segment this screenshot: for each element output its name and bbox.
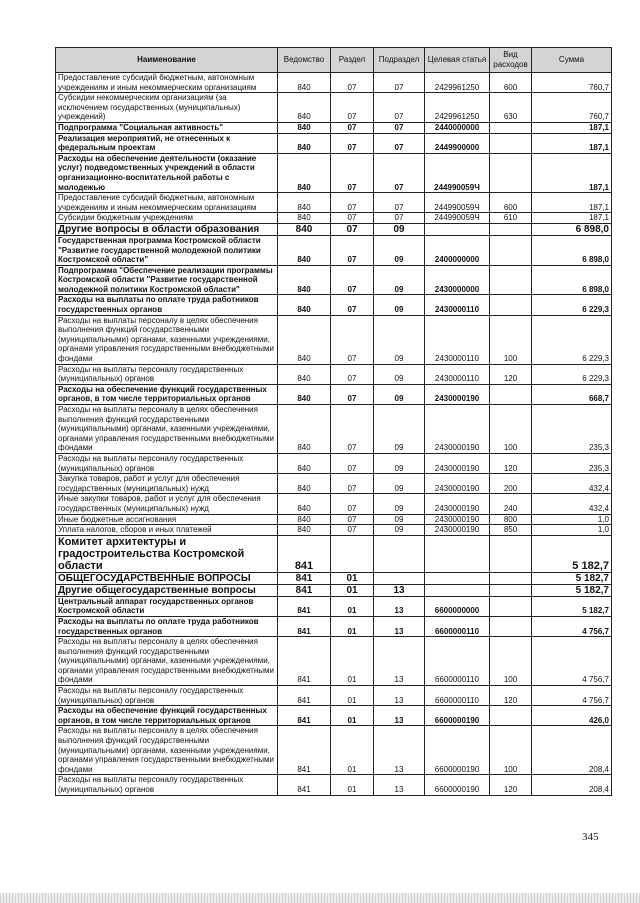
table-row [56, 637, 612, 686]
cell-name: Расходы на выплаты персоналу государственных (муниципальных) органов [56, 364, 278, 384]
cell-exptype: 120 [490, 775, 532, 795]
cell-exptype: 800 [490, 514, 532, 525]
table-row [56, 706, 612, 726]
cell-target: 2430000110 [425, 364, 490, 384]
cell-exptype [490, 223, 532, 235]
cell-name: Подпрограмма "Обеспечение реализации программы Костромской области "Развитие государственной молодежной политики Костромской области" [56, 265, 278, 295]
cell-dept: 841 [278, 775, 331, 795]
cell-name: Расходы на обеспечение деятельности (оказание услуг) подведомственных учреждений в области организационно-воспитательной работы с молодежью [56, 153, 278, 192]
cell-target: 2430000190 [425, 384, 490, 404]
cell-dept: 841 [278, 686, 331, 706]
cell-dept: 840 [278, 514, 331, 525]
cell-sum: 4 756,7 [532, 616, 612, 636]
page-number: 345 [582, 831, 599, 843]
header-subsection: Подраздел [374, 48, 425, 73]
table-row [56, 405, 612, 454]
cell-section: 07 [331, 364, 374, 384]
cell-dept: 840 [278, 193, 331, 213]
cell-exptype [490, 295, 532, 315]
cell-name: Государственная программа Костромской области "Развитие государственной молодежной политики Костромской области" [56, 235, 278, 265]
cell-subsection: 07 [374, 193, 425, 213]
cell-section: 07 [331, 193, 374, 213]
table-row [56, 122, 612, 133]
cell-section: 01 [331, 616, 374, 636]
header-section: Раздел [331, 48, 374, 73]
cell-sum: 432,4 [532, 494, 612, 514]
header-dept: Ведомство [278, 48, 331, 73]
cell-dept: 840 [278, 133, 331, 153]
cell-subsection: 07 [374, 133, 425, 153]
cell-target: 2430000190 [425, 474, 490, 494]
cell-dept: 841 [278, 706, 331, 726]
cell-exptype [490, 706, 532, 726]
cell-subsection: 13 [374, 775, 425, 795]
cell-dept: 840 [278, 213, 331, 224]
cell-name: ОБЩЕГОСУДАРСТВЕННЫЕ ВОПРОСЫ [56, 572, 278, 584]
header-sum: Сумма [532, 48, 612, 73]
cell-exptype: 600 [490, 73, 532, 93]
table-row [56, 596, 612, 616]
cell-name: Расходы на выплаты персоналу в целях обеспечения выполнения функций государственными (муниципальными) органами, казенными учреждениями, органами управления государственными внебюджетными фондами [56, 405, 278, 454]
cell-sum: 6 229,3 [532, 315, 612, 364]
cell-section: 07 [331, 213, 374, 224]
cell-sum: 235,3 [532, 453, 612, 473]
cell-section: 01 [331, 596, 374, 616]
cell-section: 07 [331, 265, 374, 295]
table-row [56, 453, 612, 473]
cell-target: 244990059Ч [425, 213, 490, 224]
cell-dept: 841 [278, 726, 331, 775]
cell-section: 07 [331, 315, 374, 364]
cell-dept: 840 [278, 384, 331, 404]
cell-dept: 840 [278, 405, 331, 454]
cell-name: Иные закупки товаров, работ и услуг для обеспечения государственных (муниципальных) нужд [56, 494, 278, 514]
cell-sum: 6 229,3 [532, 364, 612, 384]
cell-name: Расходы на обеспечение функций государственных органов, в том числе территориальных органов [56, 706, 278, 726]
cell-sum: 208,4 [532, 775, 612, 795]
cell-exptype: 850 [490, 525, 532, 536]
table-row [56, 133, 612, 153]
cell-dept: 840 [278, 525, 331, 536]
cell-name: Комитет архитектуры и градостроительства Костромской области [56, 535, 278, 572]
cell-name: Иные бюджетные ассигнования [56, 514, 278, 525]
cell-target [425, 223, 490, 235]
cell-name: Предоставление субсидий бюджетным, автономным учреждениям и иным некоммерческим организациям [56, 73, 278, 93]
cell-subsection: 09 [374, 235, 425, 265]
table-row [56, 494, 612, 514]
cell-dept: 841 [278, 616, 331, 636]
cell-name: Реализация мероприятий, не отнесенных к федеральным проектам [56, 133, 278, 153]
cell-subsection: 09 [374, 514, 425, 525]
cell-exptype: 600 [490, 193, 532, 213]
cell-section: 01 [331, 686, 374, 706]
cell-exptype: 100 [490, 315, 532, 364]
cell-sum: 4 756,7 [532, 686, 612, 706]
cell-target [425, 584, 490, 596]
cell-target: 6600000190 [425, 706, 490, 726]
cell-sum: 5 182,7 [532, 535, 612, 572]
cell-target: 2430000110 [425, 295, 490, 315]
cell-sum: 1,0 [532, 525, 612, 536]
cell-name: Расходы на выплаты персоналу в целях обеспечения выполнения функций государственными (муниципальными) органами, казенными учреждениями, органами управления государственными внебюджетными фондами [56, 637, 278, 686]
cell-subsection: 13 [374, 584, 425, 596]
cell-target: 2430000190 [425, 514, 490, 525]
cell-subsection: 09 [374, 405, 425, 454]
cell-name: Предоставление субсидий бюджетным, автономным учреждениям и иным некоммерческим организациям [56, 193, 278, 213]
cell-sum: 187,1 [532, 153, 612, 192]
cell-subsection: 09 [374, 494, 425, 514]
document-page [55, 47, 611, 796]
cell-target: 2440000000 [425, 122, 490, 133]
cell-sum: 6 898,0 [532, 223, 612, 235]
cell-exptype: 100 [490, 405, 532, 454]
cell-name: Расходы на выплаты персоналу в целях обеспечения выполнения функций государственными (муниципальными) органами, казенными учреждениями, органами управления государственными внебюджетными фондами [56, 726, 278, 775]
cell-target [425, 572, 490, 584]
cell-exptype [490, 584, 532, 596]
cell-exptype [490, 153, 532, 192]
cell-section: 07 [331, 494, 374, 514]
cell-dept: 840 [278, 453, 331, 473]
table-header-row [56, 48, 612, 73]
cell-subsection: 07 [374, 213, 425, 224]
cell-exptype: 610 [490, 213, 532, 224]
cell-exptype: 120 [490, 453, 532, 473]
cell-section: 07 [331, 93, 374, 123]
cell-sum: 760,7 [532, 93, 612, 123]
scan-edge [0, 893, 640, 903]
table-row [56, 73, 612, 93]
table-row [56, 775, 612, 795]
cell-exptype: 120 [490, 364, 532, 384]
cell-target: 2449900000 [425, 133, 490, 153]
cell-exptype: 630 [490, 93, 532, 123]
cell-sum: 187,1 [532, 122, 612, 133]
cell-exptype [490, 572, 532, 584]
cell-subsection: 13 [374, 637, 425, 686]
cell-name: Субсидии некоммерческим организациям (за исключением государственных (муниципальных) учреждений) [56, 93, 278, 123]
cell-section: 07 [331, 133, 374, 153]
cell-name: Субсидии бюджетным учреждениям [56, 213, 278, 224]
cell-subsection: 07 [374, 153, 425, 192]
cell-section: 07 [331, 525, 374, 536]
table-row [56, 514, 612, 525]
cell-exptype [490, 596, 532, 616]
table-row [56, 535, 612, 572]
cell-section: 07 [331, 235, 374, 265]
cell-sum: 4 756,7 [532, 637, 612, 686]
cell-target: 2430000190 [425, 494, 490, 514]
cell-target: 244990059Ч [425, 153, 490, 192]
cell-dept: 841 [278, 584, 331, 596]
table-row [56, 213, 612, 224]
cell-section: 01 [331, 706, 374, 726]
cell-target: 6600000110 [425, 686, 490, 706]
budget-table [55, 47, 612, 796]
cell-dept: 840 [278, 235, 331, 265]
table-row [56, 686, 612, 706]
cell-exptype: 120 [490, 686, 532, 706]
cell-section: 01 [331, 584, 374, 596]
cell-subsection [374, 535, 425, 572]
cell-section: 07 [331, 474, 374, 494]
cell-subsection: 09 [374, 265, 425, 295]
cell-subsection: 13 [374, 686, 425, 706]
cell-subsection: 09 [374, 525, 425, 536]
table-row [56, 295, 612, 315]
table-row [56, 474, 612, 494]
table-row [56, 616, 612, 636]
cell-sum: 426,0 [532, 706, 612, 726]
cell-target: 2429961250 [425, 73, 490, 93]
table-row [56, 265, 612, 295]
cell-exptype [490, 616, 532, 636]
cell-dept: 840 [278, 223, 331, 235]
cell-subsection: 07 [374, 93, 425, 123]
cell-sum: 760,7 [532, 73, 612, 93]
cell-name: Расходы на обеспечение функций государственных органов, в том числе территориальных органов [56, 384, 278, 404]
cell-dept: 841 [278, 637, 331, 686]
table-row [56, 384, 612, 404]
cell-target: 6600000110 [425, 616, 490, 636]
cell-dept: 840 [278, 364, 331, 384]
cell-subsection: 09 [374, 384, 425, 404]
cell-exptype: 240 [490, 494, 532, 514]
table-row [56, 315, 612, 364]
cell-name: Центральный аппарат государственных органов Костромской области [56, 596, 278, 616]
cell-target: 2430000000 [425, 265, 490, 295]
cell-subsection: 09 [374, 453, 425, 473]
cell-target: 6600000190 [425, 775, 490, 795]
cell-exptype [490, 535, 532, 572]
cell-section: 07 [331, 223, 374, 235]
cell-name: Уплата налогов, сборов и иных платежей [56, 525, 278, 536]
cell-section: 07 [331, 122, 374, 133]
cell-target [425, 535, 490, 572]
cell-exptype [490, 235, 532, 265]
cell-name: Другие вопросы в области образования [56, 223, 278, 235]
cell-section: 01 [331, 637, 374, 686]
cell-dept: 840 [278, 73, 331, 93]
cell-sum: 208,4 [532, 726, 612, 775]
cell-section: 01 [331, 775, 374, 795]
cell-exptype [490, 133, 532, 153]
cell-subsection: 07 [374, 122, 425, 133]
cell-exptype: 100 [490, 726, 532, 775]
cell-dept: 840 [278, 122, 331, 133]
cell-subsection [374, 572, 425, 584]
cell-subsection: 09 [374, 474, 425, 494]
cell-name: Расходы на выплаты по оплате труда работников государственных органов [56, 295, 278, 315]
table-row [56, 93, 612, 123]
cell-dept: 841 [278, 596, 331, 616]
cell-dept: 840 [278, 315, 331, 364]
cell-name: Подпрограмма "Социальная активность" [56, 122, 278, 133]
cell-dept: 840 [278, 295, 331, 315]
cell-sum: 187,1 [532, 193, 612, 213]
cell-section: 07 [331, 153, 374, 192]
cell-sum: 6 229,3 [532, 295, 612, 315]
table-body [56, 73, 612, 796]
cell-section: 07 [331, 453, 374, 473]
cell-dept: 840 [278, 265, 331, 295]
cell-target: 2430000110 [425, 315, 490, 364]
cell-target: 2430000190 [425, 525, 490, 536]
header-target: Целевая статья [425, 48, 490, 73]
cell-subsection: 13 [374, 726, 425, 775]
cell-dept: 840 [278, 494, 331, 514]
cell-sum: 187,1 [532, 133, 612, 153]
cell-sum: 187,1 [532, 213, 612, 224]
cell-dept: 840 [278, 153, 331, 192]
cell-name: Расходы на выплаты персоналу государственных (муниципальных) органов [56, 775, 278, 795]
cell-subsection: 13 [374, 616, 425, 636]
table-row [56, 223, 612, 235]
cell-name: Расходы на выплаты персоналу государственных (муниципальных) органов [56, 453, 278, 473]
cell-name: Другие общегосударственные вопросы [56, 584, 278, 596]
cell-section: 07 [331, 384, 374, 404]
cell-section: 01 [331, 726, 374, 775]
cell-sum: 5 182,7 [532, 596, 612, 616]
cell-exptype: 200 [490, 474, 532, 494]
cell-target: 6600000110 [425, 637, 490, 686]
cell-exptype [490, 122, 532, 133]
cell-dept: 841 [278, 535, 331, 572]
table-row [56, 572, 612, 584]
cell-section: 07 [331, 514, 374, 525]
cell-sum: 5 182,7 [532, 584, 612, 596]
cell-exptype [490, 384, 532, 404]
cell-target: 6600000000 [425, 596, 490, 616]
cell-sum: 5 182,7 [532, 572, 612, 584]
cell-sum: 6 898,0 [532, 265, 612, 295]
cell-name: Расходы на выплаты по оплате труда работников государственных органов [56, 616, 278, 636]
cell-subsection: 09 [374, 223, 425, 235]
cell-target: 2430000190 [425, 405, 490, 454]
cell-subsection: 13 [374, 596, 425, 616]
cell-name: Расходы на выплаты персоналу в целях обеспечения выполнения функций государственными (муниципальными) органами, казенными учреждениями, органами управления государственными внебюджетными фондами [56, 315, 278, 364]
table-row [56, 364, 612, 384]
cell-dept: 840 [278, 93, 331, 123]
cell-subsection: 09 [374, 315, 425, 364]
cell-exptype: 100 [490, 637, 532, 686]
header-name: Наименование [56, 48, 278, 73]
table-row [56, 726, 612, 775]
cell-subsection: 13 [374, 706, 425, 726]
cell-name: Расходы на выплаты персоналу государственных (муниципальных) органов [56, 686, 278, 706]
cell-subsection: 07 [374, 73, 425, 93]
header-exptype: Вид расходов [490, 48, 532, 73]
cell-dept: 840 [278, 474, 331, 494]
cell-target: 244990059Ч [425, 193, 490, 213]
table-row [56, 235, 612, 265]
cell-sum: 668,7 [532, 384, 612, 404]
cell-target: 2430000190 [425, 453, 490, 473]
cell-section: 01 [331, 572, 374, 584]
cell-sum: 432,4 [532, 474, 612, 494]
table-row [56, 153, 612, 192]
cell-subsection: 09 [374, 364, 425, 384]
cell-sum: 1,0 [532, 514, 612, 525]
cell-dept: 841 [278, 572, 331, 584]
table-row [56, 525, 612, 536]
cell-target: 6600000190 [425, 726, 490, 775]
cell-section: 07 [331, 73, 374, 93]
table-row [56, 193, 612, 213]
cell-subsection: 09 [374, 295, 425, 315]
cell-section: 07 [331, 295, 374, 315]
cell-name: Закупка товаров, работ и услуг для обеспечения государственных (муниципальных) нужд [56, 474, 278, 494]
table-row [56, 584, 612, 596]
cell-section [331, 535, 374, 572]
cell-target: 2400000000 [425, 235, 490, 265]
cell-section: 07 [331, 405, 374, 454]
cell-exptype [490, 265, 532, 295]
cell-sum: 6 898,0 [532, 235, 612, 265]
cell-target: 2429961250 [425, 93, 490, 123]
cell-sum: 235,3 [532, 405, 612, 454]
